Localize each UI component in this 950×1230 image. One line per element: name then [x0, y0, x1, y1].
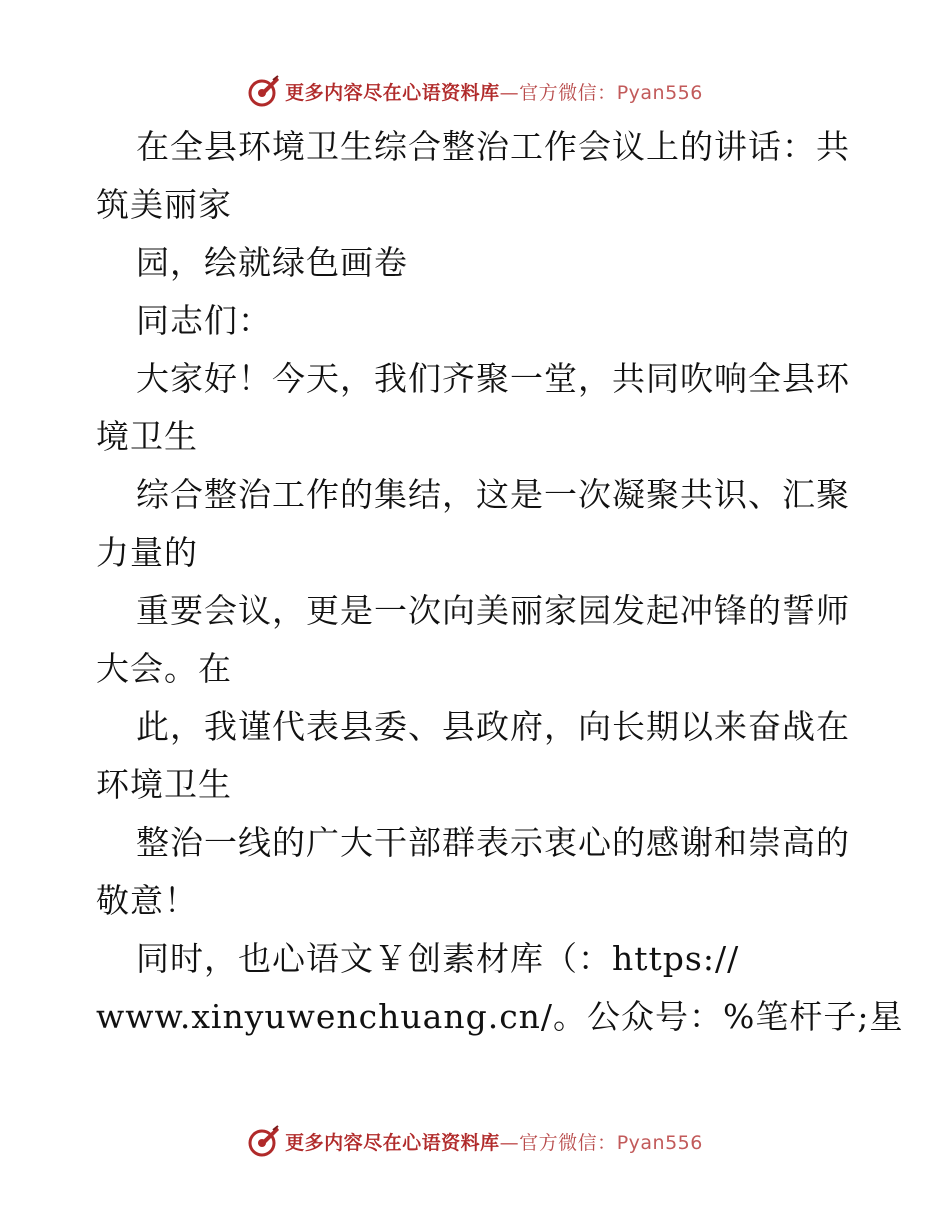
paragraph-line: 境卫生 — [96, 417, 198, 456]
title-line: 筑美丽家 — [96, 185, 232, 224]
title-line: 在全县环境卫生综合整治工作会议上的讲话：共 — [136, 127, 850, 166]
banner-main-text: 更多内容尽在心语资料库 — [285, 1131, 500, 1154]
paragraph-line: 大家好！今天，我们齐聚一堂，共同吹响全县环 — [136, 359, 850, 398]
salutation: 同志们： — [136, 301, 272, 340]
quill-logo-icon — [247, 74, 281, 108]
paragraph-line: 大会。在 — [96, 649, 232, 688]
banner-separator: — — [499, 81, 520, 104]
banner-text — [285, 78, 703, 105]
paragraph-line: 重要会议，更是一次向美丽家园发起冲锋的誓师 — [136, 591, 850, 630]
paragraph-line: www.xinyuwenchuang.cn/。公众号：%笔杆子;星 — [96, 997, 904, 1036]
banner-wechat-id: Pyan556 — [616, 81, 703, 104]
paragraph-line: 敬意！ — [96, 881, 198, 920]
banner-main-text: 更多内容尽在心语资料库 — [285, 81, 500, 104]
paragraph-line: 环境卫生 — [96, 765, 232, 804]
footer-banner — [0, 1121, 950, 1161]
document-body — [96, 118, 904, 1046]
banner-wechat-label: 官方微信： — [519, 81, 617, 104]
banner-wechat-id: Pyan556 — [616, 1131, 703, 1154]
header-banner — [0, 71, 950, 111]
banner-separator: — — [499, 1131, 520, 1154]
paragraph-line: 同时，也心语文￥创素材库（：https:// — [136, 939, 740, 978]
paragraph-line: 此，我谨代表县委、县政府，向长期以来奋战在 — [136, 707, 850, 746]
paragraph-line: 力量的 — [96, 533, 198, 572]
title-line: 园，绘就绿色画卷 — [136, 243, 408, 282]
banner-wechat-label: 官方微信： — [519, 1131, 617, 1154]
banner-text — [285, 1128, 703, 1155]
paragraph-line: 综合整治工作的集结，这是一次凝聚共识、汇聚 — [136, 475, 850, 514]
quill-logo-icon — [247, 1124, 281, 1158]
paragraph-line: 整治一线的广大干部群表示衷心的感谢和崇高的 — [136, 823, 850, 862]
